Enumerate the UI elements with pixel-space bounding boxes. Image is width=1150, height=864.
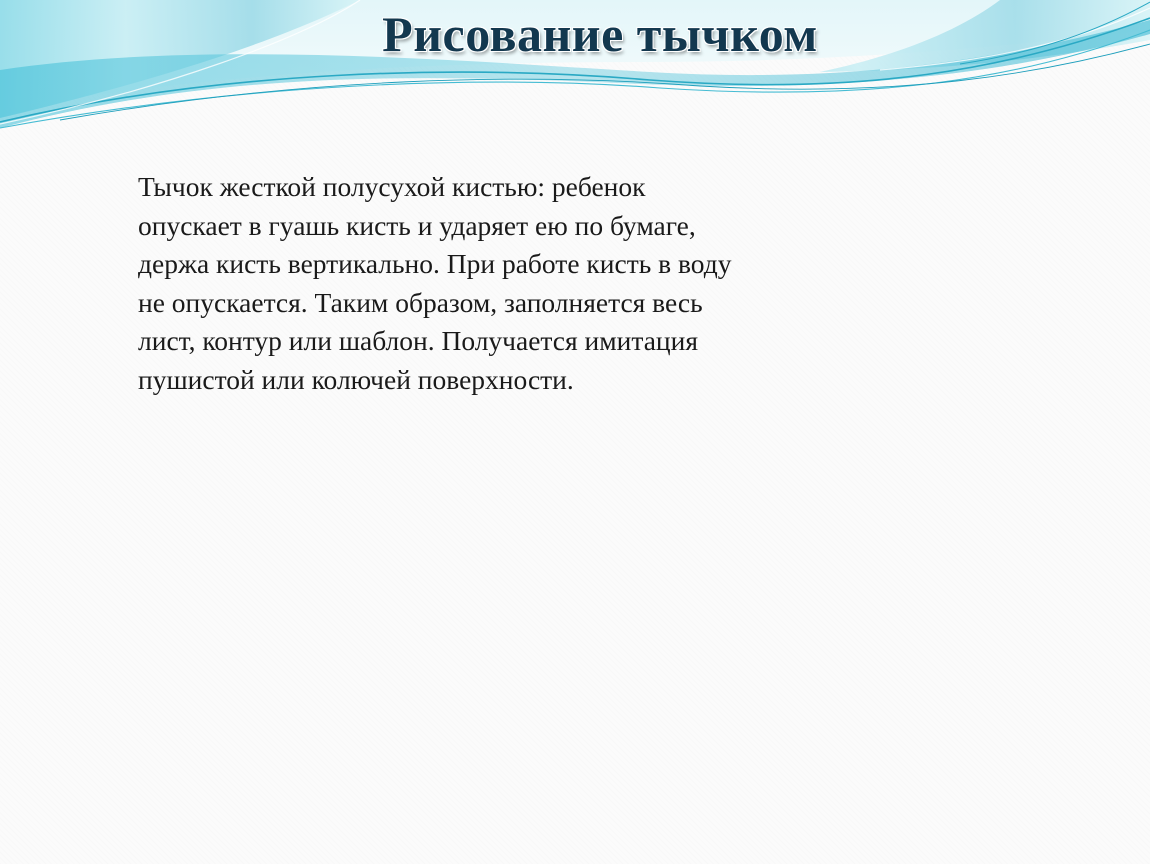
body-line: пушистой или колючей поверхности.: [138, 363, 574, 395]
body-line: не опускается. Таким образом, заполняется весь: [138, 286, 703, 318]
body-line: держа кисть вертикально. При работе кисть в воду: [138, 248, 732, 279]
body-line: опускает в гуашь кисть и ударяет ею по бумаге,: [138, 209, 696, 241]
body-line: Тычок жесткой полусухой кистью: ребенок: [138, 171, 646, 202]
slide-body-text: [138, 168, 838, 399]
body-line: лист, контур или шаблон. Получается имитация: [138, 325, 698, 356]
slide-title: Рисование тычком: [382, 6, 818, 62]
